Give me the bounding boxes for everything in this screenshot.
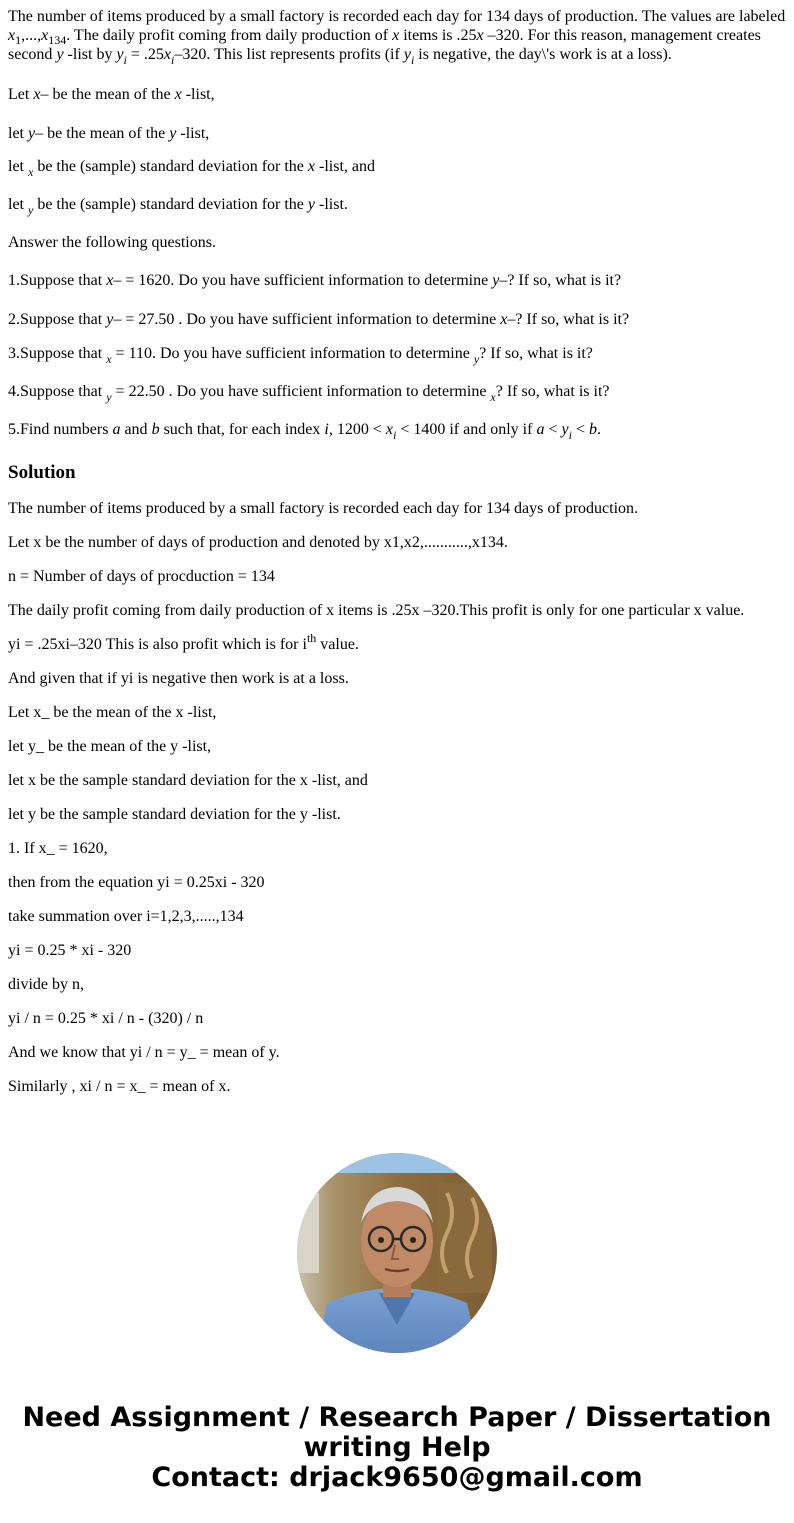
- solution-line: let y be the sample standard deviation for the y -list.: [8, 806, 341, 823]
- question-4: 4.Suppose that $_y$ = 22.50 . Do you have sufficient information to determine $_x$? If so, what is it?: [8, 383, 610, 404]
- solution-line: divide by n,: [8, 976, 84, 993]
- answer-prompt: Answer the following questions.: [8, 234, 216, 251]
- solution-line: And we know that yi / n = y_ = mean of y.: [8, 1044, 280, 1061]
- promo-line-1: Need Assignment / Research Paper / Dissertation: [22, 1402, 772, 1433]
- document-body: [8, 0, 788, 1096]
- solution-line: The daily profit coming from daily production of x items is .25x –320.This profit is only for one particular x value.: [8, 602, 745, 619]
- promo-banner: [0, 1403, 794, 1493]
- question-5: 5.Find numbers a and b such that, for each index i, $1200 < x_i < 1400$ if and only if $a < y_i < b$.: [8, 421, 601, 442]
- promo-contact-line: Contact: drjack9650@gmail.com: [151, 1462, 643, 1493]
- solution-line: 1. If x_ = 1620,: [8, 840, 108, 857]
- solution-lines-continued: [8, 669, 788, 1096]
- solution-line: Let x_ be the mean of the x -list,: [8, 704, 217, 721]
- question-1: 1.Suppose that x– = 1620. Do you have sufficient information to determine y–? If so, what is it?: [8, 272, 622, 289]
- solution-line: let x be the sample standard deviation for the x -list, and: [8, 772, 368, 789]
- definition-sd-y: let $_y$ be the (sample) standard deviation for the y -list.: [8, 196, 348, 217]
- definition-mean-y: let y– be the mean of the y -list,: [8, 125, 210, 142]
- solution-line: n = Number of days of procduction = 134: [8, 568, 275, 585]
- solution-line: Let x be the number of days of production and denoted by x1,x2,...........,x134.: [8, 534, 508, 551]
- solution-line: yi = 0.25 * xi - 320: [8, 942, 132, 959]
- solution-line: then from the equation yi = 0.25xi - 320: [8, 874, 265, 891]
- promo-line-2: writing Help: [303, 1432, 491, 1463]
- definition-sd-x: let $_x$ be the (sample) standard deviation for the x -list, and: [8, 158, 376, 179]
- solution-line: Similarly , xi / n = x_ = mean of x.: [8, 1078, 231, 1095]
- question-2: 2.Suppose that y– = 27.50 . Do you have sufficient information to determine x–? If so, what is it?: [8, 311, 630, 328]
- solution-line: The number of items produced by a small factory is recorded each day for 134 days of production.: [8, 500, 639, 517]
- solution-line: take summation over i=1,2,3,.....,134: [8, 908, 244, 925]
- solution-heading: Solution: [8, 462, 76, 483]
- solution-line: let y_ be the mean of the y -list,: [8, 738, 212, 755]
- solution-yi-line: yi = .25xi–320 This is also profit which is for $i^{th}$ value.: [8, 631, 359, 653]
- solution-line: yi / n = 0.25 * xi / n - (320) / n: [8, 1010, 204, 1027]
- question-3: 3.Suppose that $_x$ = 110. Do you have sufficient information to determine $_y$? If so, what is it?: [8, 345, 593, 366]
- definition-mean-x: Let x– be the mean of the x -list,: [8, 86, 215, 103]
- solution-line: And given that if yi is negative then work is at a loss.: [8, 670, 349, 687]
- solution-lines: [8, 499, 788, 620]
- question-intro: The number of items produced by a small factory is recorded each day for 134 days of production. The values are labeled $x_1,...,x_{134}$. The daily profit coming from daily production of x items is .25x –320. For this reason, management creates second y -list by $y_i = .25x_i-320$. This list represents profits (if $y_i$ is negative, the day\'s work is at a loss).: [8, 8, 786, 67]
- author-photo-drawing: [297, 1153, 497, 1353]
- author-photo-icon: [297, 1153, 497, 1353]
